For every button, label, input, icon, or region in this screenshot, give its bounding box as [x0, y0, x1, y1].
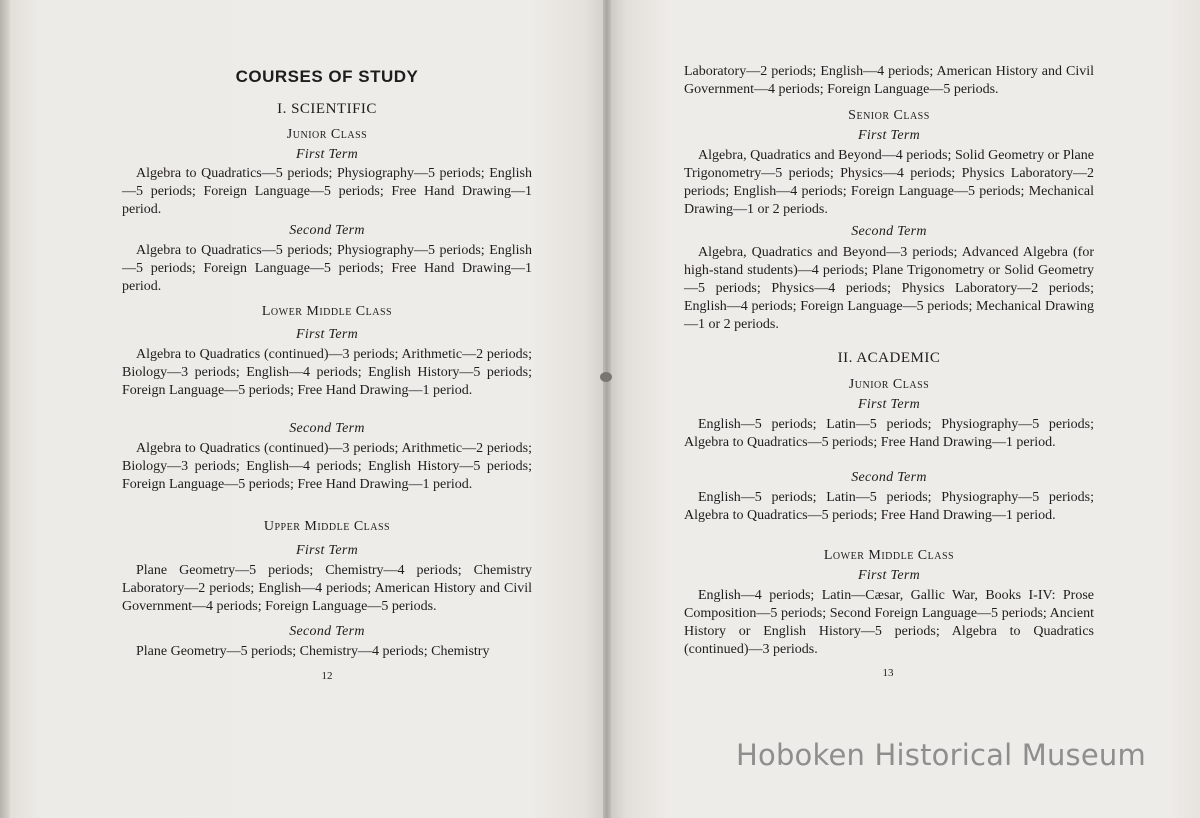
term-heading: Second Term [289, 624, 365, 639]
class-heading-junior: Junior Class [286, 127, 368, 142]
course-paragraph: Algebra to Quadratics—5 periods; Physiography—5 periods; English—5 periods; Foreign Language—5 periods; Free Hand Drawing—1 period. [122, 166, 532, 217]
course-paragraph: Algebra, Quadratics and Beyond—4 periods; Solid Geometry or Plane Trigonometry—5 periods; Physics—4 periods; Physics Laboratory—2 periods; English—4 periods; Foreign Language—5 periods; Mechanical Drawing—1 or 2 periods. [684, 148, 1094, 217]
class-heading-lower-middle: Lower Middle Class [261, 304, 393, 319]
museum-watermark: Hoboken Historical Museum [736, 738, 1146, 772]
section-heading-scientific: I. SCIENTIFIC [277, 101, 377, 117]
book-gutter [603, 0, 611, 818]
course-paragraph: English—5 periods; Latin—5 periods; Physiography—5 periods; Algebra to Quadratics—5 periods; Free Hand Drawing—1 period. [684, 417, 1094, 450]
term-heading: First Term [295, 147, 358, 162]
page-number-right: 13 [882, 667, 894, 679]
class-heading-lower-middle: Lower Middle Class [823, 548, 955, 563]
course-paragraph: English—4 periods; Latin—Cæsar, Gallic War, Books I-IV: Prose Composition—5 periods; Second Foreign Language—5 periods; Ancient History or English History—5 periods; Algebra to Quadratics (continued)—3 periods. [684, 588, 1094, 657]
term-heading: First Term [295, 327, 358, 342]
class-heading-junior: Junior Class [848, 377, 930, 392]
term-heading: First Term [295, 543, 358, 558]
book-edge [0, 0, 10, 818]
term-heading: Second Term [851, 470, 927, 485]
class-heading-upper-middle: Upper Middle Class [263, 519, 391, 534]
course-paragraph-continued: Laboratory—2 periods; English—4 periods; American History and Civil Government—4 periods; Foreign Language—5 periods. [684, 64, 1094, 97]
class-heading-senior: Senior Class [848, 108, 930, 123]
term-heading: Second Term [289, 421, 365, 436]
course-paragraph: Algebra to Quadratics—5 periods; Physiography—5 periods; English—5 periods; Foreign Language—5 periods; Free Hand Drawing—1 period. [122, 243, 532, 294]
term-heading: First Term [857, 397, 920, 412]
term-heading: First Term [857, 568, 920, 583]
course-paragraph: Algebra to Quadratics (continued)—3 periods; Arithmetic—2 periods; Biology—3 periods; English—4 periods; English History—5 periods; Foreign Language—5 periods; Free Hand Drawing—1 period. [122, 441, 532, 492]
course-paragraph: Plane Geometry—5 periods; Chemistry—4 periods; Chemistry [136, 644, 490, 659]
course-paragraph: Algebra, Quadratics and Beyond—3 periods; Advanced Algebra (for high-stand students)—4 periods; Plane Trigonometry or Solid Geometry—5 periods; Physics—4 periods; Physics Laboratory—2 periods; English—4 periods; Foreign Language—5 periods; Mechanical Drawing—1 or 2 periods. [684, 245, 1094, 332]
course-paragraph: Algebra to Quadratics (continued)—3 periods; Arithmetic—2 periods; Biology—3 periods; English—4 periods; English History—5 periods; Foreign Language—5 periods; Free Hand Drawing—1 period. [122, 347, 532, 398]
staple [600, 372, 612, 382]
left-page [10, 0, 605, 818]
course-paragraph: English—5 periods; Latin—5 periods; Physiography—5 periods; Algebra to Quadratics—5 periods; Free Hand Drawing—1 period. [684, 490, 1094, 523]
term-heading: First Term [857, 128, 920, 143]
course-paragraph: Plane Geometry—5 periods; Chemistry—4 periods; Chemistry Laboratory—2 periods; English—4 periods; American History and Civil Government—4 periods; Foreign Language—5 periods. [122, 563, 532, 614]
page-number-left: 12 [321, 670, 333, 682]
section-heading-academic: II. ACADEMIC [837, 350, 941, 366]
term-heading: Second Term [289, 223, 365, 238]
term-heading: Second Term [851, 224, 927, 239]
page-heading: COURSES OF STUDY [235, 67, 419, 86]
